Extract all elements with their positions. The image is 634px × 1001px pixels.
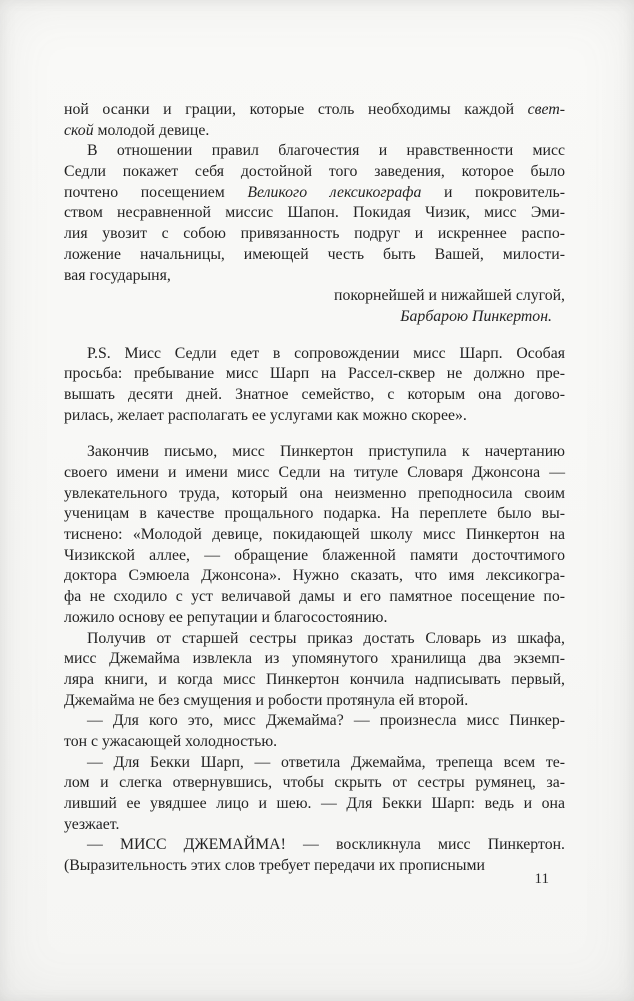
text-segment: ляра книги, и когда мисс Пинкертон кончила надписывать первый, bbox=[64, 670, 565, 688]
letter-signature bbox=[64, 286, 565, 327]
text-segment: рилась, желает располагать ее услугами как можно скорее». bbox=[64, 406, 467, 424]
text-segment: вая государыня, bbox=[64, 266, 171, 284]
text-line bbox=[64, 649, 565, 670]
text-segment: ской bbox=[64, 121, 94, 139]
text-segment: свет- bbox=[527, 101, 565, 118]
text-line bbox=[64, 608, 565, 629]
text-segment: лия увозит с собою привязанность подруг и искреннее распо- bbox=[64, 225, 565, 243]
text-segment: своего имени и имени мисс Седли на титуле Словаря Джонсона — bbox=[64, 464, 565, 481]
text-segment: Чизикской аллее, — обращение блаженной памяти досточтимого bbox=[64, 546, 565, 564]
text-segment: — Для кого это, мисс Джемайма? — произнесла мисс Пинкер- bbox=[87, 712, 565, 730]
narrative-paragraph-jemima bbox=[64, 629, 565, 712]
text-line bbox=[64, 753, 565, 774]
text-segment: Барбарою Пинкертон. bbox=[400, 307, 552, 325]
letter-postscript bbox=[64, 344, 565, 427]
text-segment: ством несравненной миссис Шапон. Покидая Чизик, мисс Эми- bbox=[64, 204, 565, 222]
text-line bbox=[64, 525, 565, 546]
text-line bbox=[64, 835, 565, 856]
text-segment: фа не сходило с уст величавой дамы и его памятное посещение по- bbox=[64, 588, 565, 606]
text-line bbox=[64, 162, 565, 183]
text-line bbox=[64, 266, 565, 287]
text-line bbox=[64, 504, 565, 525]
text-segment: ученицам в качестве прощального подарка. На переплете было вы- bbox=[64, 505, 565, 523]
text-line bbox=[64, 794, 565, 815]
text-line bbox=[64, 484, 565, 505]
dialogue-jemima-answer bbox=[64, 753, 565, 836]
text-line bbox=[64, 732, 565, 753]
text-segment: Получив от старшей сестры приказ достать Словарь из шкафа, bbox=[87, 629, 565, 647]
text-line bbox=[64, 203, 565, 224]
dialogue-pinkerton-exclamation bbox=[64, 835, 565, 876]
text-line bbox=[64, 691, 565, 712]
text-line bbox=[64, 100, 565, 121]
text-line bbox=[64, 364, 565, 385]
text-line bbox=[64, 141, 565, 162]
text-segment: мисс Джемайма извлекла из упомянутого хранилища два экземп- bbox=[64, 650, 565, 668]
text-segment: увлекательного труда, который она неизменно преподносила своим bbox=[64, 484, 565, 502]
text-segment: лом и слегка отвернувшись, чтобы скрыть от сестры румянец, за- bbox=[64, 774, 565, 792]
text-line bbox=[64, 711, 565, 732]
text-line bbox=[64, 121, 565, 142]
text-line bbox=[64, 856, 565, 877]
page-number: 11 bbox=[534, 871, 549, 887]
paragraph-continuation bbox=[64, 100, 565, 141]
text-segment: и покровитель- bbox=[421, 183, 565, 201]
text-line bbox=[64, 406, 565, 427]
text-segment: покорнейшей и нижайшей слугой, bbox=[334, 287, 565, 305]
page-text bbox=[64, 100, 565, 877]
text-segment: Закончив письмо, мисс Пинкертон приступила к начертанию bbox=[87, 443, 565, 461]
text-line bbox=[64, 245, 565, 266]
text-segment: доктора Сэмюела Джонсона». Нужно сказать, что имя лексикогра- bbox=[64, 567, 565, 585]
text-line bbox=[64, 546, 565, 567]
text-segment: Седли покажет себя достойной того заведения, которое было bbox=[64, 163, 565, 181]
text-line bbox=[64, 670, 565, 691]
text-segment: ложило основу ее репутации и благосостоянию. bbox=[64, 608, 388, 626]
text-segment: ложение начальницы, имеющей честь быть Вашей, милости- bbox=[64, 245, 565, 263]
text-line bbox=[64, 566, 565, 587]
text-segment: Джемайма не без смущения и робости протянула ей второй. bbox=[64, 691, 469, 709]
text-segment: — Для Бекки Шарп, — ответила Джемайма, трепеща всем те- bbox=[87, 753, 565, 771]
text-line bbox=[64, 224, 565, 245]
text-segment: ной осанки и грации, которые столь необходимы каждой bbox=[64, 101, 528, 118]
text-segment: В отношении правил благочестия и нравственности мисс bbox=[87, 142, 565, 160]
text-line bbox=[64, 587, 565, 608]
text-segment: Великого лексикографа bbox=[247, 183, 422, 201]
text-segment: молодой девице. bbox=[93, 121, 210, 139]
narrative-paragraph-dictionary bbox=[64, 442, 565, 628]
text-line bbox=[64, 815, 565, 836]
text-segment: — МИСС ДЖЕМАЙМА! — воскликнула мисс Пинкертон. bbox=[87, 836, 565, 854]
letter-paragraph bbox=[64, 141, 565, 286]
text-segment: тон с ужасающей холодностью. bbox=[64, 732, 278, 750]
text-segment: почтено посещением bbox=[64, 183, 248, 201]
text-segment: вышать десяти дней. Знатное семейство, с которым она догово- bbox=[64, 385, 565, 403]
text-segment: ливший ее увядшее лицо и шею. — Для Бекки Шарп: ведь и она bbox=[64, 795, 565, 812]
text-line bbox=[64, 385, 565, 406]
text-line bbox=[64, 286, 565, 307]
text-segment: просьба: пребывание мисс Шарп на Рассел-сквер не должно пре- bbox=[64, 365, 565, 383]
text-segment: уезжает. bbox=[64, 815, 120, 833]
text-segment: тиснено: «Молодой девице, покидающей школу мисс Пинкертон на bbox=[64, 526, 565, 544]
text-segment: (Выразительность этих слов требует передачи их прописными bbox=[64, 857, 485, 875]
text-line bbox=[64, 183, 565, 204]
text-line bbox=[64, 344, 565, 365]
text-line bbox=[64, 629, 565, 650]
text-line bbox=[64, 442, 565, 463]
text-line bbox=[64, 463, 565, 484]
text-line bbox=[64, 773, 565, 794]
text-segment: P.S. Мисс Седли едет в сопровождении мисс Шарп. Особая bbox=[87, 344, 565, 362]
dialogue-pinkerton-question bbox=[64, 711, 565, 752]
text-line bbox=[64, 307, 565, 328]
